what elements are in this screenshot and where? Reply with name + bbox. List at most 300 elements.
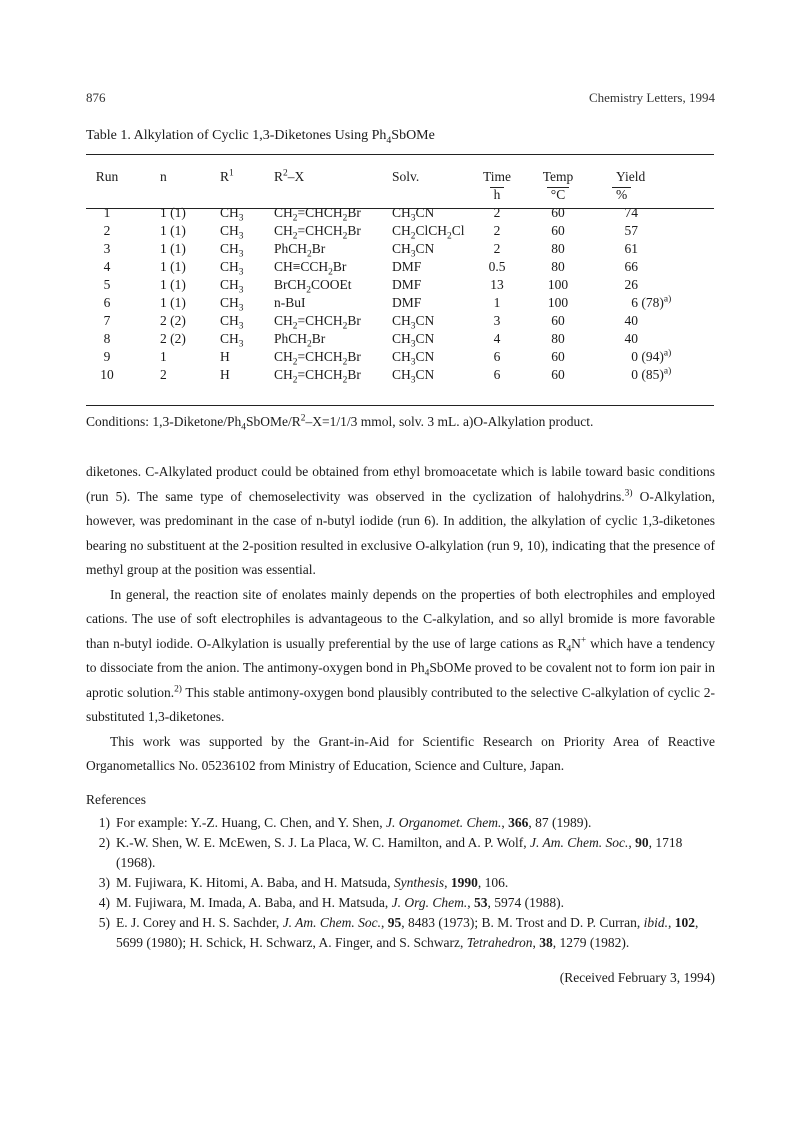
p2-text-e: This stable antimony-oxygen bond plausibly contributed to the selective C-alkylation of cyclic 2-substituted 1,3-diketones. — [86, 684, 715, 724]
r1-sub: 3 — [238, 249, 244, 260]
rx-part: Br — [347, 367, 361, 382]
cell-temp: 100 — [547, 277, 569, 292]
ref-journal: Tetrahedron — [466, 935, 533, 950]
received-date: (Received February 3, 1994) — [559, 970, 715, 985]
cell-r1 — [214, 204, 274, 222]
cell-yield — [596, 312, 714, 330]
rx-sub: 2 — [292, 375, 298, 386]
cell-solvent — [392, 330, 474, 348]
ref-pages: , 1718 (1968). — [116, 835, 683, 870]
r1-value: CH — [220, 277, 239, 292]
footnote-mark: a) — [663, 366, 672, 377]
solv-part: CH — [392, 349, 411, 364]
rx-sub: 2 — [307, 339, 312, 350]
yield-value: 0 — [631, 349, 638, 364]
table-row — [86, 240, 714, 258]
r1-value: CH — [220, 295, 239, 310]
conditions-text-a: Conditions: 1,3-Diketone/Ph — [86, 414, 242, 429]
rx-part: Br — [347, 349, 361, 364]
solv-sub: 3 — [410, 249, 416, 260]
rx-sub: 2 — [292, 213, 298, 224]
cell-n — [128, 348, 214, 366]
ref-volume: 1990 — [450, 875, 478, 890]
cell-run: 8 — [103, 331, 111, 346]
solv-part: CH — [392, 367, 411, 382]
cell-run: 5 — [103, 277, 111, 292]
solv-part: CH — [392, 331, 411, 346]
reference-number: 1) — [98, 815, 110, 830]
cell-r2x — [274, 258, 392, 276]
ref-authors: E. J. Corey and H. S. Sachder, — [116, 915, 283, 930]
cell-r1 — [214, 222, 274, 240]
reference-number: 5) — [98, 915, 110, 930]
cell-yield — [596, 204, 714, 222]
rx-part: Br — [347, 223, 361, 238]
cell-r2x — [274, 330, 392, 348]
rx-part: Br — [347, 313, 361, 328]
cell-temp: 60 — [551, 313, 565, 328]
rx-part: CH — [274, 205, 293, 220]
ref-volume: 90 — [635, 835, 649, 850]
n-ref: (1) — [170, 259, 186, 274]
cell-r2x — [274, 294, 392, 312]
yield-value: 61 — [624, 241, 638, 256]
cell-r2x — [274, 222, 392, 240]
cell-r1 — [214, 330, 274, 348]
o-alkyl-yield: (94) — [641, 349, 664, 364]
page-number: 876 — [86, 90, 106, 105]
cell-yield — [596, 348, 714, 366]
footnote-mark: a) — [663, 348, 672, 359]
n-value: 1 — [160, 295, 167, 310]
rx-part: CH — [274, 367, 293, 382]
cell-yield — [596, 366, 714, 384]
n-value: 1 — [160, 241, 167, 256]
cell-r2x — [274, 366, 392, 384]
rx-part: =CHCH — [297, 313, 343, 328]
rx-sub: 2 — [292, 357, 298, 368]
cell-n — [128, 312, 214, 330]
cell-run: 7 — [103, 313, 111, 328]
r1-value: CH — [220, 223, 239, 238]
rx-sub: 2 — [307, 249, 312, 260]
n-ref: (1) — [170, 241, 186, 256]
p2-text-d: SbOMe proved to be covalent not to form ion pair in aprotic solution. — [86, 660, 715, 700]
r1-value: CH — [220, 259, 239, 274]
r1-sub: 3 — [238, 303, 244, 314]
rx-sub: 2 — [342, 357, 348, 368]
n-ref: (1) — [170, 295, 186, 310]
cell-temp: 80 — [551, 331, 565, 346]
cell-r2x — [274, 312, 392, 330]
cell-solvent — [392, 222, 474, 240]
ref-pages: , 5699 (1980); H. Schick, H. Schwarz, A. Finger, and S. Schwarz, — [116, 915, 699, 950]
table-row — [86, 222, 714, 240]
p1-text-a: diketones. C-Alkylated product could be obtained from ethyl bromoacetate which is labile toward basic conditions (run 5). The same type of chemoselectivity was observed in the cyclization of halohydrins. — [86, 464, 715, 504]
cell-solvent — [392, 276, 474, 294]
ref-journal: Synthesis — [393, 875, 445, 890]
table-row — [86, 258, 714, 276]
solv-sub: 3 — [410, 357, 416, 368]
n-ref: (2) — [170, 313, 186, 328]
rx-part: CH — [274, 349, 293, 364]
reference-number: 2) — [98, 835, 110, 850]
rx-part: Br — [332, 259, 347, 274]
n-value: 1 — [160, 259, 167, 274]
p2-sub-2: 4 — [424, 668, 430, 679]
solv-part: CN — [415, 367, 435, 382]
conditions-text-c: –X=1/1/3 mmol, solv. 3 mL. a)O-Alkylation product. — [305, 414, 594, 429]
n-ref: (1) — [170, 205, 186, 220]
ref-pages: , 8483 (1973); B. M. Trost and D. P. Curran, — [401, 915, 644, 930]
cell-r1 — [214, 258, 274, 276]
r1-sub: 3 — [238, 339, 244, 350]
cell-yield — [596, 276, 714, 294]
solv-sub: 2 — [410, 231, 416, 242]
o-alkyl-yield: (78) — [641, 295, 664, 310]
p2-sup-1: + — [580, 635, 587, 645]
rx-part: CH — [274, 223, 293, 238]
reference-text: M. Fujiwara, K. Hitomi, A. Baba, and H. Matsuda, Synthesis, 1990, 106. — [116, 875, 509, 890]
p2-text-a: In general, the reaction site of enolates mainly depends on the properties of both electrophiles and employed cations. The use of soft electrophiles is advantageous to the C-alkylation, and so allyl bromide is more favorable than n-butyl iodide. O-Alkylation is usually preferential by the use of large cations as R — [86, 586, 715, 651]
p2-citation: 2) — [174, 684, 182, 694]
yield-unit: % — [612, 187, 631, 202]
r1-value: CH — [220, 331, 239, 346]
paragraph-2 — [86, 583, 715, 730]
temp-unit: °C — [547, 187, 569, 202]
solv-sub: 3 — [410, 213, 416, 224]
ref-pages: , 87 (1989). — [528, 815, 592, 830]
cell-r1 — [214, 366, 274, 384]
r1-value: CH — [220, 241, 239, 256]
table-row — [86, 204, 714, 222]
cell-time: 2 — [493, 205, 501, 220]
yield-value: 6 — [631, 295, 638, 310]
cell-yield — [596, 258, 714, 276]
ref-volume: 102 — [674, 915, 695, 930]
n-value: 1 — [160, 223, 167, 238]
rx-part: BrCH — [274, 277, 307, 292]
cell-solvent — [392, 366, 474, 384]
cell-n — [128, 366, 214, 384]
rx-part: Br — [347, 205, 361, 220]
r1-value: CH — [220, 313, 239, 328]
conditions-sub: 4 — [241, 422, 246, 433]
table-row — [86, 276, 714, 294]
ref-pages: , 1279 (1982). — [552, 935, 630, 950]
reference-item — [86, 893, 715, 913]
reference-number: 4) — [98, 895, 110, 910]
table-units-row — [86, 186, 714, 204]
cell-n — [128, 294, 214, 312]
ref-journal: J. Am. Chem. Soc. — [282, 915, 382, 930]
solv-part: DMF — [392, 259, 422, 274]
cell-time: 2 — [493, 223, 501, 238]
cell-run: 2 — [103, 223, 111, 238]
cell-r2x — [274, 204, 392, 222]
solv-part: Cl — [451, 223, 465, 238]
table-bottom-rule — [86, 405, 714, 406]
cell-temp: 60 — [551, 223, 565, 238]
cell-yield — [596, 240, 714, 258]
r2x-text: R — [274, 169, 284, 184]
solv-part: CN — [415, 313, 435, 328]
n-value: 2 — [160, 367, 167, 382]
cell-r2x — [274, 240, 392, 258]
yield-value: 40 — [624, 331, 638, 346]
r2x-sup: 2 — [283, 168, 288, 179]
n-ref: (2) — [170, 331, 186, 346]
col-header-temp: Temp — [542, 169, 574, 184]
body-text — [86, 460, 715, 779]
alkylation-table — [86, 160, 714, 384]
ref-authors: K.-W. Shen, W. E. McEwen, S. J. La Placa, W. C. Hamilton, and A. P. Wolf, — [116, 835, 531, 850]
paragraph-1 — [86, 460, 715, 583]
rx-sub: 2 — [328, 267, 333, 278]
n-value: 2 — [160, 331, 167, 346]
rx-part: PhCH — [274, 331, 308, 346]
yield-value: 40 — [624, 313, 638, 328]
r1-sub: 3 — [238, 285, 244, 296]
rx-part: =CHCH — [297, 205, 343, 220]
cell-solvent — [392, 294, 474, 312]
n-value: 1 — [160, 205, 167, 220]
cell-temp: 60 — [551, 205, 565, 220]
table-header-row — [86, 160, 714, 186]
col-header-r1 — [214, 160, 274, 186]
reference-item — [86, 813, 715, 833]
solv-part: CH — [392, 313, 411, 328]
solv-sub: 3 — [410, 375, 416, 386]
p2-text-c: which have a tendency to dissociate from the anion. The antimony-oxygen bond in Ph — [86, 635, 715, 675]
cell-r1 — [214, 240, 274, 258]
cell-run: 10 — [100, 367, 114, 382]
cell-run: 9 — [103, 349, 111, 364]
cell-n — [128, 240, 214, 258]
cell-yield — [596, 294, 714, 312]
rx-sub: 2 — [342, 231, 348, 242]
yield-value: 66 — [624, 259, 638, 274]
rx-sub: 2 — [342, 321, 348, 332]
rx-sub: 2 — [342, 213, 348, 224]
caption-text: Table 1. Alkylation of Cyclic 1,3-Diketones Using Ph — [86, 128, 387, 143]
rx-part: =CHCH — [297, 349, 343, 364]
table-body — [86, 204, 714, 384]
cell-time: 13 — [490, 277, 504, 292]
col-header-yield: Yield — [616, 169, 646, 184]
cell-time: 2 — [493, 241, 501, 256]
r1-sub: 3 — [238, 213, 244, 224]
n-value: 1 — [160, 349, 167, 364]
references-heading: References — [86, 792, 146, 807]
o-alkyl-yield: (85) — [641, 367, 664, 382]
cell-time: 6 — [493, 349, 501, 364]
r1-text: R — [220, 169, 230, 184]
rx-sub: 2 — [292, 321, 298, 332]
solv-part: CH — [392, 241, 411, 256]
yield-value: 57 — [624, 223, 638, 238]
cell-yield — [596, 330, 714, 348]
ref-volume: 366 — [508, 815, 529, 830]
reference-text: For example: Y.-Z. Huang, C. Chen, and Y. Shen, J. Organomet. Chem., 366, 87 (1989). — [116, 815, 592, 830]
cell-run: 6 — [103, 295, 111, 310]
rx-part: PhCH — [274, 241, 308, 256]
n-ref: (1) — [170, 223, 186, 238]
caption-suffix: SbOMe — [391, 128, 435, 143]
ref-authors: For example: Y.-Z. Huang, C. Chen, and Y. Shen, — [116, 815, 386, 830]
footnote-mark: a) — [663, 294, 672, 305]
cell-temp: 60 — [551, 367, 565, 382]
solv-part: CH — [392, 223, 411, 238]
r1-sub: 3 — [238, 321, 244, 332]
yield-value: 26 — [624, 277, 638, 292]
r1-sub: 3 — [238, 231, 244, 242]
rx-part: =CHCH — [297, 367, 343, 382]
caption-subscript: 4 — [386, 134, 392, 146]
reference-text: E. J. Corey and H. S. Sachder, J. Am. Chem. Soc., 95, 8483 (1973); B. M. Trost and D. P. Curran, ibid., 102, 5699 (1980); H. Schick, H. Schwarz, A. Finger, and S. Schwarz, Tetrahedron, 38, 1279 (1982). — [116, 915, 699, 950]
cell-solvent — [392, 312, 474, 330]
cell-r1 — [214, 348, 274, 366]
rx-part: n-BuI — [274, 295, 306, 310]
table-row — [86, 366, 714, 384]
cell-temp: 80 — [551, 259, 565, 274]
yield-value: 74 — [624, 205, 638, 220]
cell-run: 1 — [103, 205, 111, 220]
conditions-sup: 2 — [300, 413, 306, 424]
ref-journal: J. Organomet. Chem. — [385, 815, 502, 830]
solv-part: CN — [415, 241, 435, 256]
solv-part: CN — [415, 331, 435, 346]
cell-n — [128, 222, 214, 240]
cell-temp: 80 — [551, 241, 565, 256]
n-value: 2 — [160, 313, 167, 328]
reference-text: M. Fujiwara, M. Imada, A. Baba, and H. Matsuda, J. Org. Chem., 53, 5974 (1988). — [116, 895, 564, 910]
solv-part: CH — [392, 205, 411, 220]
cell-n — [128, 276, 214, 294]
solv-sub: 2 — [447, 231, 452, 242]
journal-running-head: Chemistry Letters, 1994 — [588, 90, 715, 105]
reference-number: 3) — [98, 875, 110, 890]
r1-value: H — [220, 367, 230, 382]
cell-n — [128, 330, 214, 348]
table-row — [86, 348, 714, 366]
col-header-n: n — [160, 169, 167, 184]
table-caption — [86, 128, 435, 144]
solv-part: CN — [415, 205, 435, 220]
cell-solvent — [392, 258, 474, 276]
cell-run: 3 — [103, 241, 111, 256]
rx-part: CH — [274, 313, 293, 328]
ref-journal: ibid. — [643, 915, 668, 930]
ref-volume: 53 — [473, 895, 488, 910]
col-header-solv: Solv. — [392, 169, 420, 184]
n-ref: (1) — [170, 277, 186, 292]
reference-item — [86, 873, 715, 893]
r1-value: CH — [220, 205, 239, 220]
col-header-time: Time — [482, 169, 511, 184]
cell-time: 4 — [493, 331, 501, 346]
ref-pages: , 106. — [477, 875, 509, 890]
solv-part: DMF — [392, 277, 422, 292]
table-top-rule — [86, 154, 714, 155]
cell-r1 — [214, 276, 274, 294]
table-row — [86, 330, 714, 348]
table-row — [86, 294, 714, 312]
solv-part: ClCH — [415, 223, 447, 238]
cell-temp: 60 — [551, 349, 565, 364]
ref-pages: , 5974 (1988). — [487, 895, 564, 910]
reference-item — [86, 913, 715, 953]
cell-time: 6 — [493, 367, 501, 382]
cell-r2x — [274, 348, 392, 366]
ref-volume: 95 — [387, 915, 402, 930]
ref-volume: 38 — [539, 935, 553, 950]
cell-yield — [596, 222, 714, 240]
solv-part: DMF — [392, 295, 422, 310]
ref-authors: M. Fujiwara, K. Hitomi, A. Baba, and H. Matsuda, — [116, 875, 394, 890]
ref-journal: J. Org. Chem. — [391, 895, 468, 910]
cell-n — [128, 258, 214, 276]
p1-citation: 3) — [624, 488, 633, 498]
cell-solvent — [392, 240, 474, 258]
rx-part: Br — [311, 241, 326, 256]
table-row — [86, 312, 714, 330]
cell-run: 4 — [103, 259, 111, 274]
r1-sup: 1 — [229, 168, 234, 179]
p1-text-b: O-Alkylation, however, was predominant in the case of n-butyl iodide (run 6). In addition, the alkylation of cyclic 1,3-diketones bearing no substituent at the 2-position resulted in exclusive O-alkylation (run 9, 10), indicating that the presence of methyl group at the position was essential. — [86, 488, 715, 577]
table-header-rule — [86, 208, 714, 209]
paragraph-3: This work was supported by the Grant-in-Aid for Scientific Research on Priority Area of Reactive Organometallics No. 05236102 from Ministry of Education, Science and Culture, Japan. — [86, 733, 715, 773]
cell-time: 3 — [493, 313, 501, 328]
rx-sub: 2 — [342, 375, 348, 386]
cell-r1 — [214, 312, 274, 330]
conditions-text-b: SbOMe/R — [245, 414, 301, 429]
cell-time: 1 — [493, 295, 501, 310]
col-header-r2x — [274, 160, 392, 186]
cell-solvent — [392, 348, 474, 366]
cell-temp: 100 — [547, 295, 569, 310]
solv-part: CN — [415, 349, 435, 364]
col-header-run: Run — [95, 169, 119, 184]
p2-sub-1: 4 — [566, 644, 572, 655]
ref-authors: M. Fujiwara, M. Imada, A. Baba, and H. Matsuda, — [116, 895, 392, 910]
yield-value: 0 — [631, 367, 638, 382]
rx-part: CH≡CCH — [274, 259, 329, 274]
solv-sub: 3 — [410, 321, 416, 332]
table-footnote — [86, 413, 594, 433]
solv-sub: 3 — [410, 339, 416, 350]
rx-part: COOEt — [310, 277, 352, 292]
cell-r1 — [214, 294, 274, 312]
ref-journal: J. Am. Chem. Soc. — [530, 835, 629, 850]
rx-part: Br — [311, 331, 326, 346]
cell-solvent — [392, 204, 474, 222]
p2-text-b: N — [571, 635, 581, 651]
reference-item — [86, 833, 715, 873]
cell-r2x — [274, 276, 392, 294]
n-value: 1 — [160, 277, 167, 292]
r2x-suffix: –X — [287, 169, 305, 184]
cell-n — [128, 204, 214, 222]
r1-value: H — [220, 349, 230, 364]
rx-sub: 2 — [306, 285, 311, 296]
time-unit: h — [490, 187, 505, 202]
rx-part: =CHCH — [297, 223, 343, 238]
rx-sub: 2 — [292, 231, 298, 242]
cell-time: 0.5 — [488, 259, 506, 274]
reference-text: K.-W. Shen, W. E. McEwen, S. J. La Placa, W. C. Hamilton, and A. P. Wolf, J. Am. Chem. Soc., 90, 1718 (1968). — [116, 835, 683, 870]
r1-sub: 3 — [238, 267, 244, 278]
